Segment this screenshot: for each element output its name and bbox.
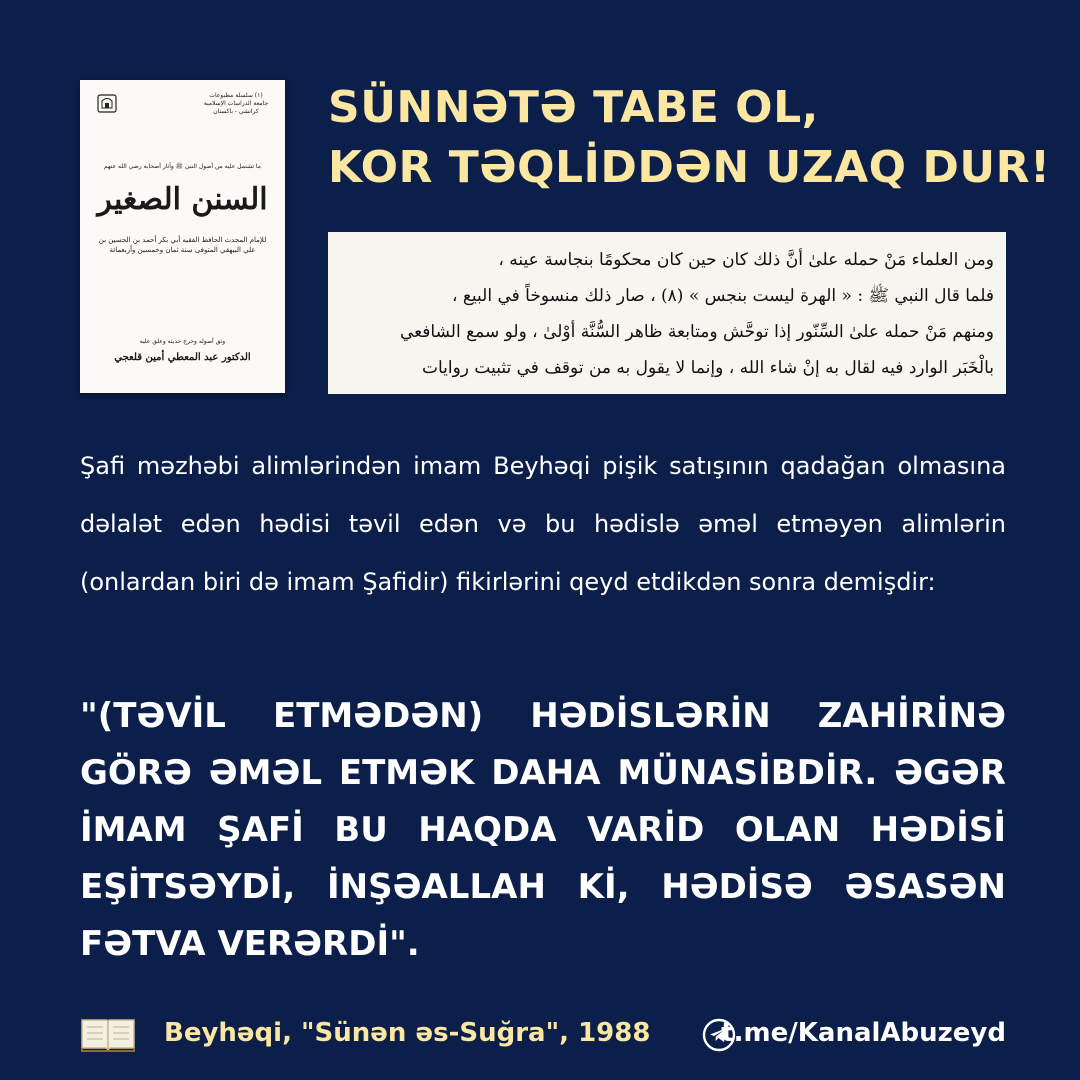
book-editor-label: وثق أصوله وخرج حديثه وعلق عليه xyxy=(139,338,226,345)
telegram-channel-link[interactable]: t.me/KanalAbuzeyd xyxy=(721,1018,1006,1048)
headline-line-1: SÜNNƏTƏ TABE OL, xyxy=(328,82,819,133)
book-subtitle: ما تشتمل عليه من أصول النبي ﷺ وآثار أصحابه رضي الله عنهم xyxy=(104,163,261,170)
arabic-excerpt-scan xyxy=(328,232,1006,394)
excerpt-line: ومن العلماء مَنْ حمله علىٰ أنَّ ذلك كان حين كان محكومًا بنجاسة عينه ، xyxy=(498,250,994,270)
university-emblem-icon xyxy=(96,92,118,114)
book-editor: الدكتور عبد المعطي أمين قلعجي xyxy=(114,352,251,363)
excerpt-line: فلما قال النبي ﷺ : « الهرة ليست بنجس » (٨) ، صار ذلك منسوخاً في البيع ، xyxy=(451,286,994,306)
quote-text: "(TƏVİL ETMƏDƏN) HƏDİSLƏRİN ZAHİRİNƏ GÖRƏ ƏMƏL ETMƏK DAHA MÜNASİBDİR. ƏGƏR İMAM ŞAFİ BU HAQDA VARİD OLAN HƏDİSİ EŞİTSƏYDİ, İNŞƏALLAH Kİ, HƏDİSƏ ƏSASƏN FƏTVA VERƏRDİ". xyxy=(80,696,1006,964)
intro-paragraph: Şafi məzhəbi alimlərindən imam Beyhəqi pişik satışının qadağan olmasına dəlalət edən hədisi təvil edən və bu hədislə əməl etməyən alimlərin (onlardan biri də imam Şafidir) fikirlərini qeyd etdikdən sonra demişdir: xyxy=(80,452,1006,596)
excerpt-line: بالْخَبَر الوارد فيه لقال به إنْ شاء الله ، وإنما لا يقول به من توقف في تثبيت روايات xyxy=(421,358,994,378)
source-citation: Beyhəqi, "Sünən əs-Suğra", 1988 xyxy=(164,1018,651,1048)
book-cover-image xyxy=(80,80,285,393)
book-author: للإمام المحدث الحافظ الفقيه أبي بكر أحمد بن الحسين بن علي البيهقي المتوفى سنة ثمان وخمسين وأربعمائة xyxy=(98,236,267,254)
book-title: السنن الصغير xyxy=(97,182,268,217)
book-series: (١) سلسلة مطبوعات جامعة الدراسات الإسلامية كراتشي - باكستان xyxy=(203,92,269,115)
headline-line-2: KOR TƏQLİDDƏN UZAQ DUR! xyxy=(328,142,1051,193)
excerpt-line: ومنهم مَنْ حمله علىٰ السِّنّور إذا توحَّش ومتابعة ظاهر السُّنَّة أوْلىٰ ، ولو سمع الشافعي xyxy=(399,322,994,342)
footer xyxy=(80,1010,1006,1058)
open-book-icon xyxy=(80,1014,136,1054)
headline xyxy=(328,78,1051,198)
